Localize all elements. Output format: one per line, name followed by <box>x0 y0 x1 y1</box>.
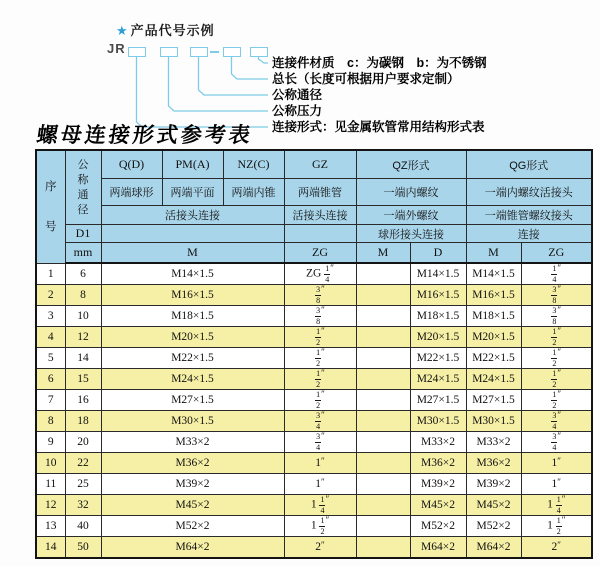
cell-m: M30×1.5 <box>101 411 284 432</box>
header-unit-m3: M <box>466 243 521 264</box>
cell-gz-zg: 1″ <box>284 474 356 495</box>
cell-qz-d: M14×1.5 <box>410 263 466 285</box>
cell-qz-d: M24×1.5 <box>410 369 466 390</box>
cell-d1: 32 <box>65 495 101 516</box>
cell-m: M24×1.5 <box>101 369 284 390</box>
cell-gz-zg: 2″ <box>284 537 356 559</box>
cell-seq: 14 <box>36 537 65 559</box>
header-union-connection-gz: 活接头连接 <box>284 206 356 225</box>
table-body <box>36 263 592 558</box>
cell-qz-d: M18×1.5 <box>410 306 466 327</box>
cell-seq: 7 <box>36 390 65 411</box>
cell-gz-zg: $\frac{3}{4}$ ″ <box>284 432 356 453</box>
cell-d1: 50 <box>65 537 101 559</box>
cell-seq: 1 <box>36 263 65 285</box>
label-material: 连接件材质 c：为碳钢 b：为不锈钢 <box>272 56 487 70</box>
cell-qg-m: M45×2 <box>466 495 521 516</box>
cell-qg-zg: $\frac{3}{4}$ ″ <box>521 432 592 453</box>
cell-qg-zg: 1 $\frac{1}{2}$ ″ <box>521 516 592 537</box>
cell-d1: 12 <box>65 327 101 348</box>
cell-m: M45×2 <box>101 495 284 516</box>
cell-qg-zg: $\frac{3}{4}$ ″ <box>521 411 592 432</box>
cell-d1: 25 <box>65 474 101 495</box>
cell-gz-zg: $\frac{1}{2}$ ″ <box>284 369 356 390</box>
nut-connection-table <box>35 149 593 559</box>
code-dash <box>210 51 219 53</box>
table-row <box>36 390 592 411</box>
header-empty-2 <box>284 225 356 243</box>
cell-qz-m <box>356 516 410 537</box>
cell-qz-d: M52×2 <box>410 516 466 537</box>
header-desc-gz: 两端锥管 <box>284 179 356 206</box>
cell-qg-m: M52×2 <box>466 516 521 537</box>
cell-gz-zg: 1 $\frac{1}{4}$ ″ <box>284 495 356 516</box>
cell-qz-m <box>356 390 410 411</box>
diagram-title <box>116 20 215 39</box>
cell-qg-m: M22×1.5 <box>466 348 521 369</box>
cell-d1: 10 <box>65 306 101 327</box>
cell-qz-d: M20×1.5 <box>410 327 466 348</box>
cell-qz-m <box>356 369 410 390</box>
cell-qg-zg: $\frac{1}{2}$ ″ <box>521 327 592 348</box>
cell-seq: 13 <box>36 516 65 537</box>
header-form-nzc: NZ(C) <box>223 150 284 179</box>
cell-seq: 9 <box>36 432 65 453</box>
code-box-5 <box>250 47 268 57</box>
header-desc-qg: 一端内螺纹活接头 <box>466 179 592 206</box>
cell-seq: 8 <box>36 411 65 432</box>
header-connection: 连接 <box>466 225 592 243</box>
cell-qz-d: M27×1.5 <box>410 390 466 411</box>
cell-qg-zg: $\frac{1}{4}$ ″ <box>521 263 592 285</box>
cell-m: M22×1.5 <box>101 348 284 369</box>
cell-gz-zg: $\frac{1}{2}$ ″ <box>284 327 356 348</box>
cell-gz-zg: 1″ <box>284 453 356 474</box>
header-mm: mm <box>65 243 101 264</box>
cell-qg-m: M27×1.5 <box>466 390 521 411</box>
code-box-1 <box>128 47 146 57</box>
cell-m: M39×2 <box>101 474 284 495</box>
cell-qg-zg: $\frac{3}{8}$ ″ <box>521 285 592 306</box>
table-row <box>36 411 592 432</box>
table-row <box>36 285 592 306</box>
header-desc-qz: 一端内螺纹 <box>356 179 466 206</box>
cell-gz-zg: $\frac{3}{8}$ ″ <box>284 285 356 306</box>
cell-qz-m <box>356 263 410 285</box>
cell-qg-zg: 2″ <box>521 537 592 559</box>
cell-qz-m <box>356 453 410 474</box>
cell-qz-d: M36×2 <box>410 453 466 474</box>
star-icon: ★ <box>116 23 129 38</box>
cell-qg-zg: $\frac{1}{2}$ ″ <box>521 369 592 390</box>
cell-qg-zg: $\frac{1}{2}$ ″ <box>521 390 592 411</box>
cell-d1: 15 <box>65 369 101 390</box>
cell-gz-zg: $\frac{1}{2}$ ″ <box>284 348 356 369</box>
table-row <box>36 306 592 327</box>
cell-d1: 14 <box>65 348 101 369</box>
cell-qg-m: M30×1.5 <box>466 411 521 432</box>
cell-m: M52×2 <box>101 516 284 537</box>
cell-seq: 11 <box>36 474 65 495</box>
cell-gz-zg: $\frac{3}{4}$ ″ <box>284 411 356 432</box>
cell-qz-d: M30×1.5 <box>410 411 466 432</box>
header-unit-zg2: ZG <box>521 243 592 264</box>
label-total-length: 总长（长度可根据用户要求定制） <box>272 72 460 86</box>
header-nominal-diameter: 公 称 通 径 <box>65 150 101 225</box>
header-external-thread: 一端外螺纹 <box>356 206 466 225</box>
code-box-3 <box>190 47 208 57</box>
header-unit-zg1: ZG <box>284 243 356 264</box>
table-row <box>36 348 592 369</box>
cell-qz-d: M64×2 <box>410 537 466 559</box>
cell-qg-m: M14×1.5 <box>466 263 521 285</box>
cell-gz-zg: ZG $\frac{1}{4}$ ″ <box>284 263 356 285</box>
cell-m: M33×2 <box>101 432 284 453</box>
cell-qg-m: M33×2 <box>466 432 521 453</box>
cell-qz-m <box>356 411 410 432</box>
cell-qg-m: M16×1.5 <box>466 285 521 306</box>
table-row <box>36 474 592 495</box>
table-row <box>36 263 592 285</box>
cell-qz-d: M45×2 <box>410 495 466 516</box>
table-row <box>36 516 592 537</box>
header-empty-1 <box>101 225 284 243</box>
cell-qz-m <box>356 285 410 306</box>
table-row <box>36 537 592 559</box>
header-unit-m1: M <box>101 243 284 264</box>
label-nominal-diameter: 公称通径 <box>272 88 323 102</box>
cell-m: M18×1.5 <box>101 306 284 327</box>
cell-seq: 12 <box>36 495 65 516</box>
cell-qg-m: M24×1.5 <box>466 369 521 390</box>
header-form-qg: QG形式 <box>466 150 592 179</box>
cell-qg-m: M36×2 <box>466 453 521 474</box>
code-box-2 <box>160 47 178 57</box>
cell-qz-m <box>356 432 410 453</box>
label-connection-form: 连接形式：见金属软管常用结构形式表 <box>272 120 485 134</box>
cell-qz-m <box>356 327 410 348</box>
header-unit-m2: M <box>356 243 410 264</box>
cell-m: M27×1.5 <box>101 390 284 411</box>
cell-m: M14×1.5 <box>101 263 284 285</box>
cell-qz-d: M33×2 <box>410 432 466 453</box>
header-desc-pma: 两端平面 <box>162 179 223 206</box>
table-header <box>36 150 592 263</box>
cell-gz-zg: $\frac{3}{8}$ ″ <box>284 306 356 327</box>
header-form-gz: GZ <box>284 150 356 179</box>
cell-qg-m: M64×2 <box>466 537 521 559</box>
cell-qg-zg: $\frac{1}{2}$ ″ <box>521 348 592 369</box>
cell-qg-zg: $\frac{3}{8}$ ″ <box>521 306 592 327</box>
header-form-pma: PM(A) <box>162 150 223 179</box>
cell-qz-m <box>356 474 410 495</box>
header-desc-qd: 两端球形 <box>101 179 162 206</box>
cell-qz-d: M39×2 <box>410 474 466 495</box>
header-union-connection: 活接头连接 <box>101 206 284 225</box>
cell-qz-m <box>356 348 410 369</box>
label-nominal-pressure: 公称压力 <box>272 104 323 118</box>
cell-qg-zg: 1″ <box>521 453 592 474</box>
cell-seq: 5 <box>36 348 65 369</box>
cell-qz-d: M22×1.5 <box>410 348 466 369</box>
header-taper-thread-joint: 一端锥管螺纹接头 <box>466 206 592 225</box>
header-form-qd: Q(D) <box>101 150 162 179</box>
header-seq: 序 号 <box>36 150 65 263</box>
cell-gz-zg: $\frac{1}{2}$ ″ <box>284 390 356 411</box>
cell-qz-m <box>356 495 410 516</box>
cell-seq: 3 <box>36 306 65 327</box>
cell-qg-zg: 1 $\frac{1}{4}$ ″ <box>521 495 592 516</box>
code-box-4 <box>223 47 241 57</box>
cell-m: M20×1.5 <box>101 327 284 348</box>
cell-qz-m <box>356 537 410 559</box>
cell-d1: 8 <box>65 285 101 306</box>
cell-d1: 16 <box>65 390 101 411</box>
cell-d1: 20 <box>65 432 101 453</box>
cell-d1: 22 <box>65 453 101 474</box>
table-title: 螺母连接形式参考表 <box>35 122 255 147</box>
diagram-title-text: 产品代号示例 <box>130 23 215 38</box>
header-d1: D1 <box>65 225 101 243</box>
table-row <box>36 327 592 348</box>
cell-m: M64×2 <box>101 537 284 559</box>
cell-gz-zg: 1 $\frac{1}{2}$ ″ <box>284 516 356 537</box>
cell-seq: 6 <box>36 369 65 390</box>
cell-qg-m: M18×1.5 <box>466 306 521 327</box>
code-prefix: JR <box>107 41 126 56</box>
cell-seq: 4 <box>36 327 65 348</box>
header-desc-nzc: 两端内锥 <box>223 179 284 206</box>
cell-d1: 6 <box>65 263 101 285</box>
header-spherical-joint-connection: 球形接头连接 <box>356 225 466 243</box>
cell-d1: 40 <box>65 516 101 537</box>
cell-seq: 2 <box>36 285 65 306</box>
table-row <box>36 453 592 474</box>
cell-qz-m <box>356 306 410 327</box>
cell-m: M36×2 <box>101 453 284 474</box>
cell-d1: 18 <box>65 411 101 432</box>
header-form-qz: QZ形式 <box>356 150 466 179</box>
cell-qz-d: M16×1.5 <box>410 285 466 306</box>
table-row <box>36 432 592 453</box>
cell-m: M16×1.5 <box>101 285 284 306</box>
header-unit-d: D <box>410 243 466 264</box>
cell-qg-zg: 1″ <box>521 474 592 495</box>
table-row <box>36 495 592 516</box>
cell-qg-m: M39×2 <box>466 474 521 495</box>
cell-seq: 10 <box>36 453 65 474</box>
cell-qg-m: M20×1.5 <box>466 327 521 348</box>
table-row <box>36 369 592 390</box>
